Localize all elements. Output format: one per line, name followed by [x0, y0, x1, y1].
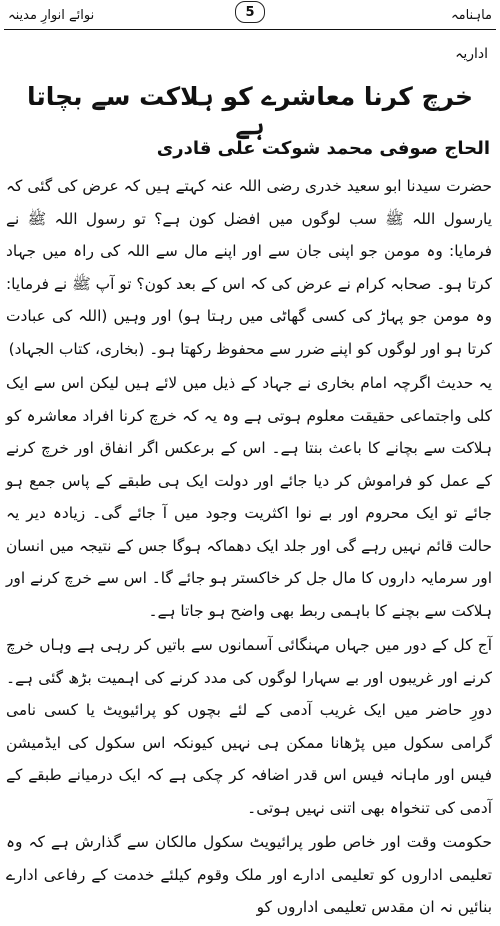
article-title: خرچ کرنا معاشرے کو ہلاکت سے بچاتا ہے: [26, 82, 474, 140]
page-number: 5: [235, 1, 265, 23]
author-name: الحاج صوفی محمد شوکت علی قادری: [156, 138, 490, 159]
section-label: اداریہ: [455, 46, 488, 62]
paragraph: یہ حدیث اگرچہ امام بخاری نے جہاد کے ذیل میں لائے ہیں لیکن اس سے ایک کلی واجتماعی حقیقت معلوم ہوتی ہے وہ یہ کہ خرچ کرنا افراد معاشرہ کو ہلاکت سے بچانے کا باعث بنتا ہے۔ اس کے برعکس اگر انفاق اور خرچ کرنے کے عمل کو فراموش کر دیا جائے اور دولت ایک ہی طبقے کے پاس جمع ہو جائے تو ایک محروم اور بے نوا اکثریت وجود میں آ جائے گی۔ زیادہ دیر یہ حالت قائم نہیں رہے گی اور جلد ایک دھماکہ ہوگا جس کے نتیجہ میں انسان اور سرمایہ داروں کا مال جل کر خاکستر ہو جائے گا۔ اس سے خرچ کرنے اور ہلاکت سے بچنے کا باہمی ربط بھی واضح ہو جاتا ہے۔: [6, 374, 492, 620]
paragraph: آج کل کے دور میں جہاں مہنگائی آسمانوں سے باتیں کر رہی ہے وہاں خرچ کرنے اور غریبوں اور بے سہارا لوگوں کی مدد کرنے کی اہمیت بڑھ گئی ہے۔ دورِ حاضر میں ایک غریب آدمی کے لئے بچوں کو پرائیویٹ یا کسی نامی گرامی سکول میں پڑھانا ممکن ہی نہیں کیونکہ اس سکول کی ایڈمیشن فیس اور ماہانہ فیس اس قدر اضافہ کر چکی ہے کہ ایک درمیانے طبقے کے آدمی کی تنخواہ بھی اتنی نہیں ہوتی۔: [6, 636, 492, 817]
magazine-label: ماہنامہ: [450, 7, 492, 23]
paragraph: حکومت وقت اور خاص طور پرائیویٹ سکول مالکان سے گذارش ہے کہ وہ تعلیمی اداروں کو تعلیمی ادارے اور ملک وقوم کیلئے خدمت کے رفاعی ادارے بنائیں نہ ان مقدس تعلیمی اداروں کو: [6, 833, 492, 916]
publication-name: نوائے انوارِ مدینہ: [8, 7, 95, 23]
article-body: [6, 170, 492, 926]
header-divider: [4, 29, 496, 30]
paragraph: حضرت سیدنا ابو سعید خدری رضی اللہ عنہ کہتے ہیں کہ عرض کی گئی کہ یارسول اللہ ﷺ سب لوگوں میں افضل کون ہے؟ تو رسول اللہ ﷺ نے فرمایا: وہ مومن جو اپنی جان سے اور اپنے مال سے اللہ کی راہ میں جہاد کرتا ہو۔ صحابہ کرام نے عرض کی کہ اس کے بعد کون؟ تو آپ ﷺ نے فرمایا: وہ مومن جو پہاڑ کی کسی گھاٹی میں رہتا ہو) اور وہیں (اللہ کی عبادت کرتا ہو اور لوگوں کو اپنے ضرر سے محفوظ رکھتا ہو۔ (بخاری، کتاب الجہاد): [6, 177, 492, 358]
